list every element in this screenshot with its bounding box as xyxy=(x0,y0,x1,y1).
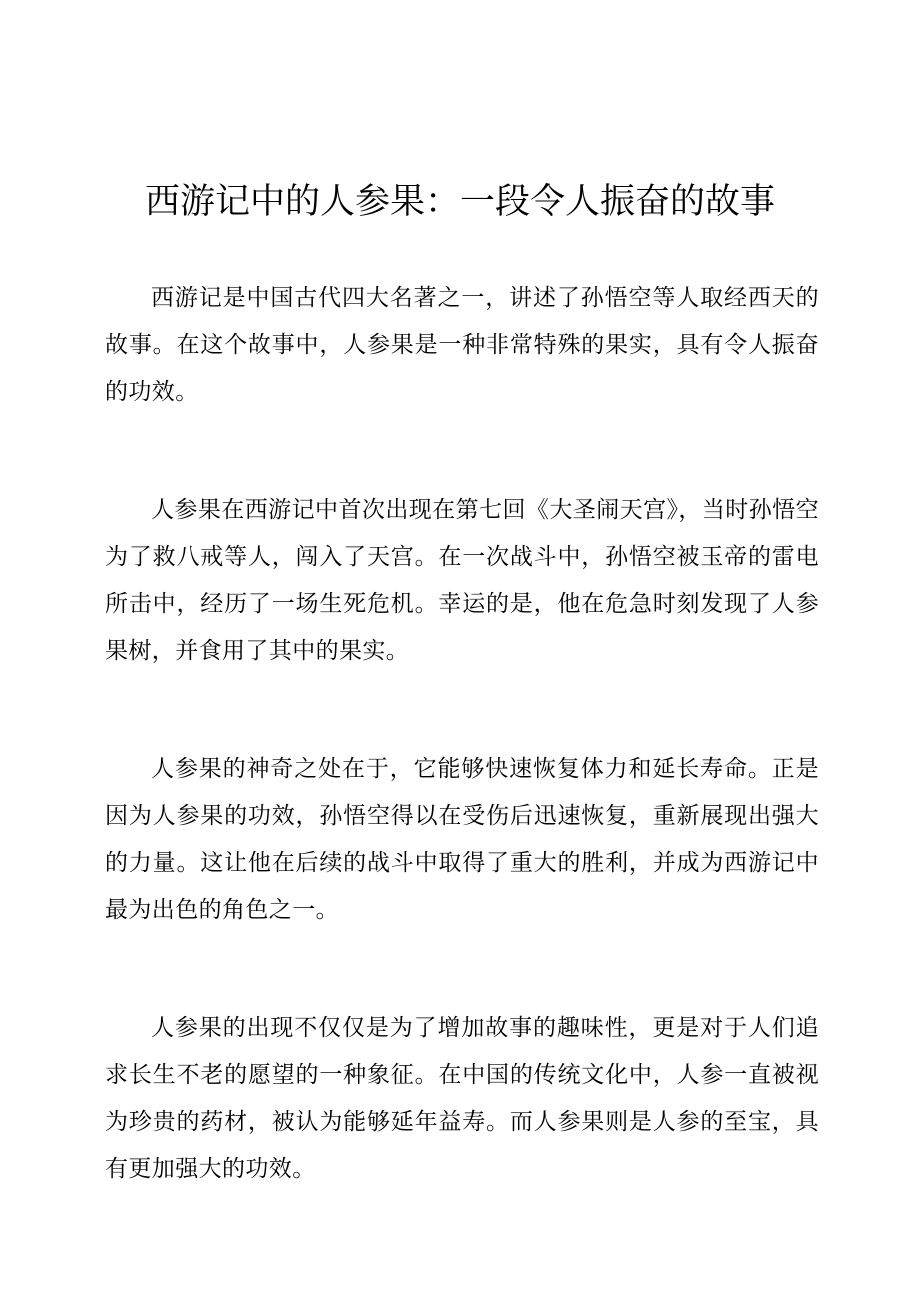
paragraph-intro: 西游记是中国古代四大名著之一，讲述了孙悟空等人取经西天的故事。在这个故事中，人参果是一种非常特殊的果实，具有令人振奋的功效。 xyxy=(105,285,819,405)
document-body xyxy=(105,275,819,1193)
paragraph-symbolism: 人参果的出现不仅仅是为了增加故事的趣味性，更是对于人们追求长生不老的愿望的一种象征。在中国的传统文化中，人参一直被视为珍贵的药材，被认为能够延年益寿。而人参果则是人参的至宝，具有更加强大的功效。 xyxy=(105,1015,819,1182)
paragraph-magic-effect: 人参果的神奇之处在于，它能够快速恢复体力和延长寿命。正是因为人参果的功效，孙悟空得以在受伤后迅速恢复，重新展现出强大的力量。这让他在后续的战斗中取得了重大的胜利，并成为西游记中最为出色的角色之一。 xyxy=(105,756,819,923)
paragraph-first-appearance: 人参果在西游记中首次出现在第七回《大圣闹天宫》，当时孙悟空为了救八戒等人，闯入了天宫。在一次战斗中，孙悟空被玉帝的雷电所击中，经历了一场生死危机。幸运的是，他在危急时刻发现了人参果树，并食用了其中的果实。 xyxy=(105,497,819,664)
document-title: 西游记中的人参果：一段令人振奋的故事 xyxy=(144,182,775,222)
